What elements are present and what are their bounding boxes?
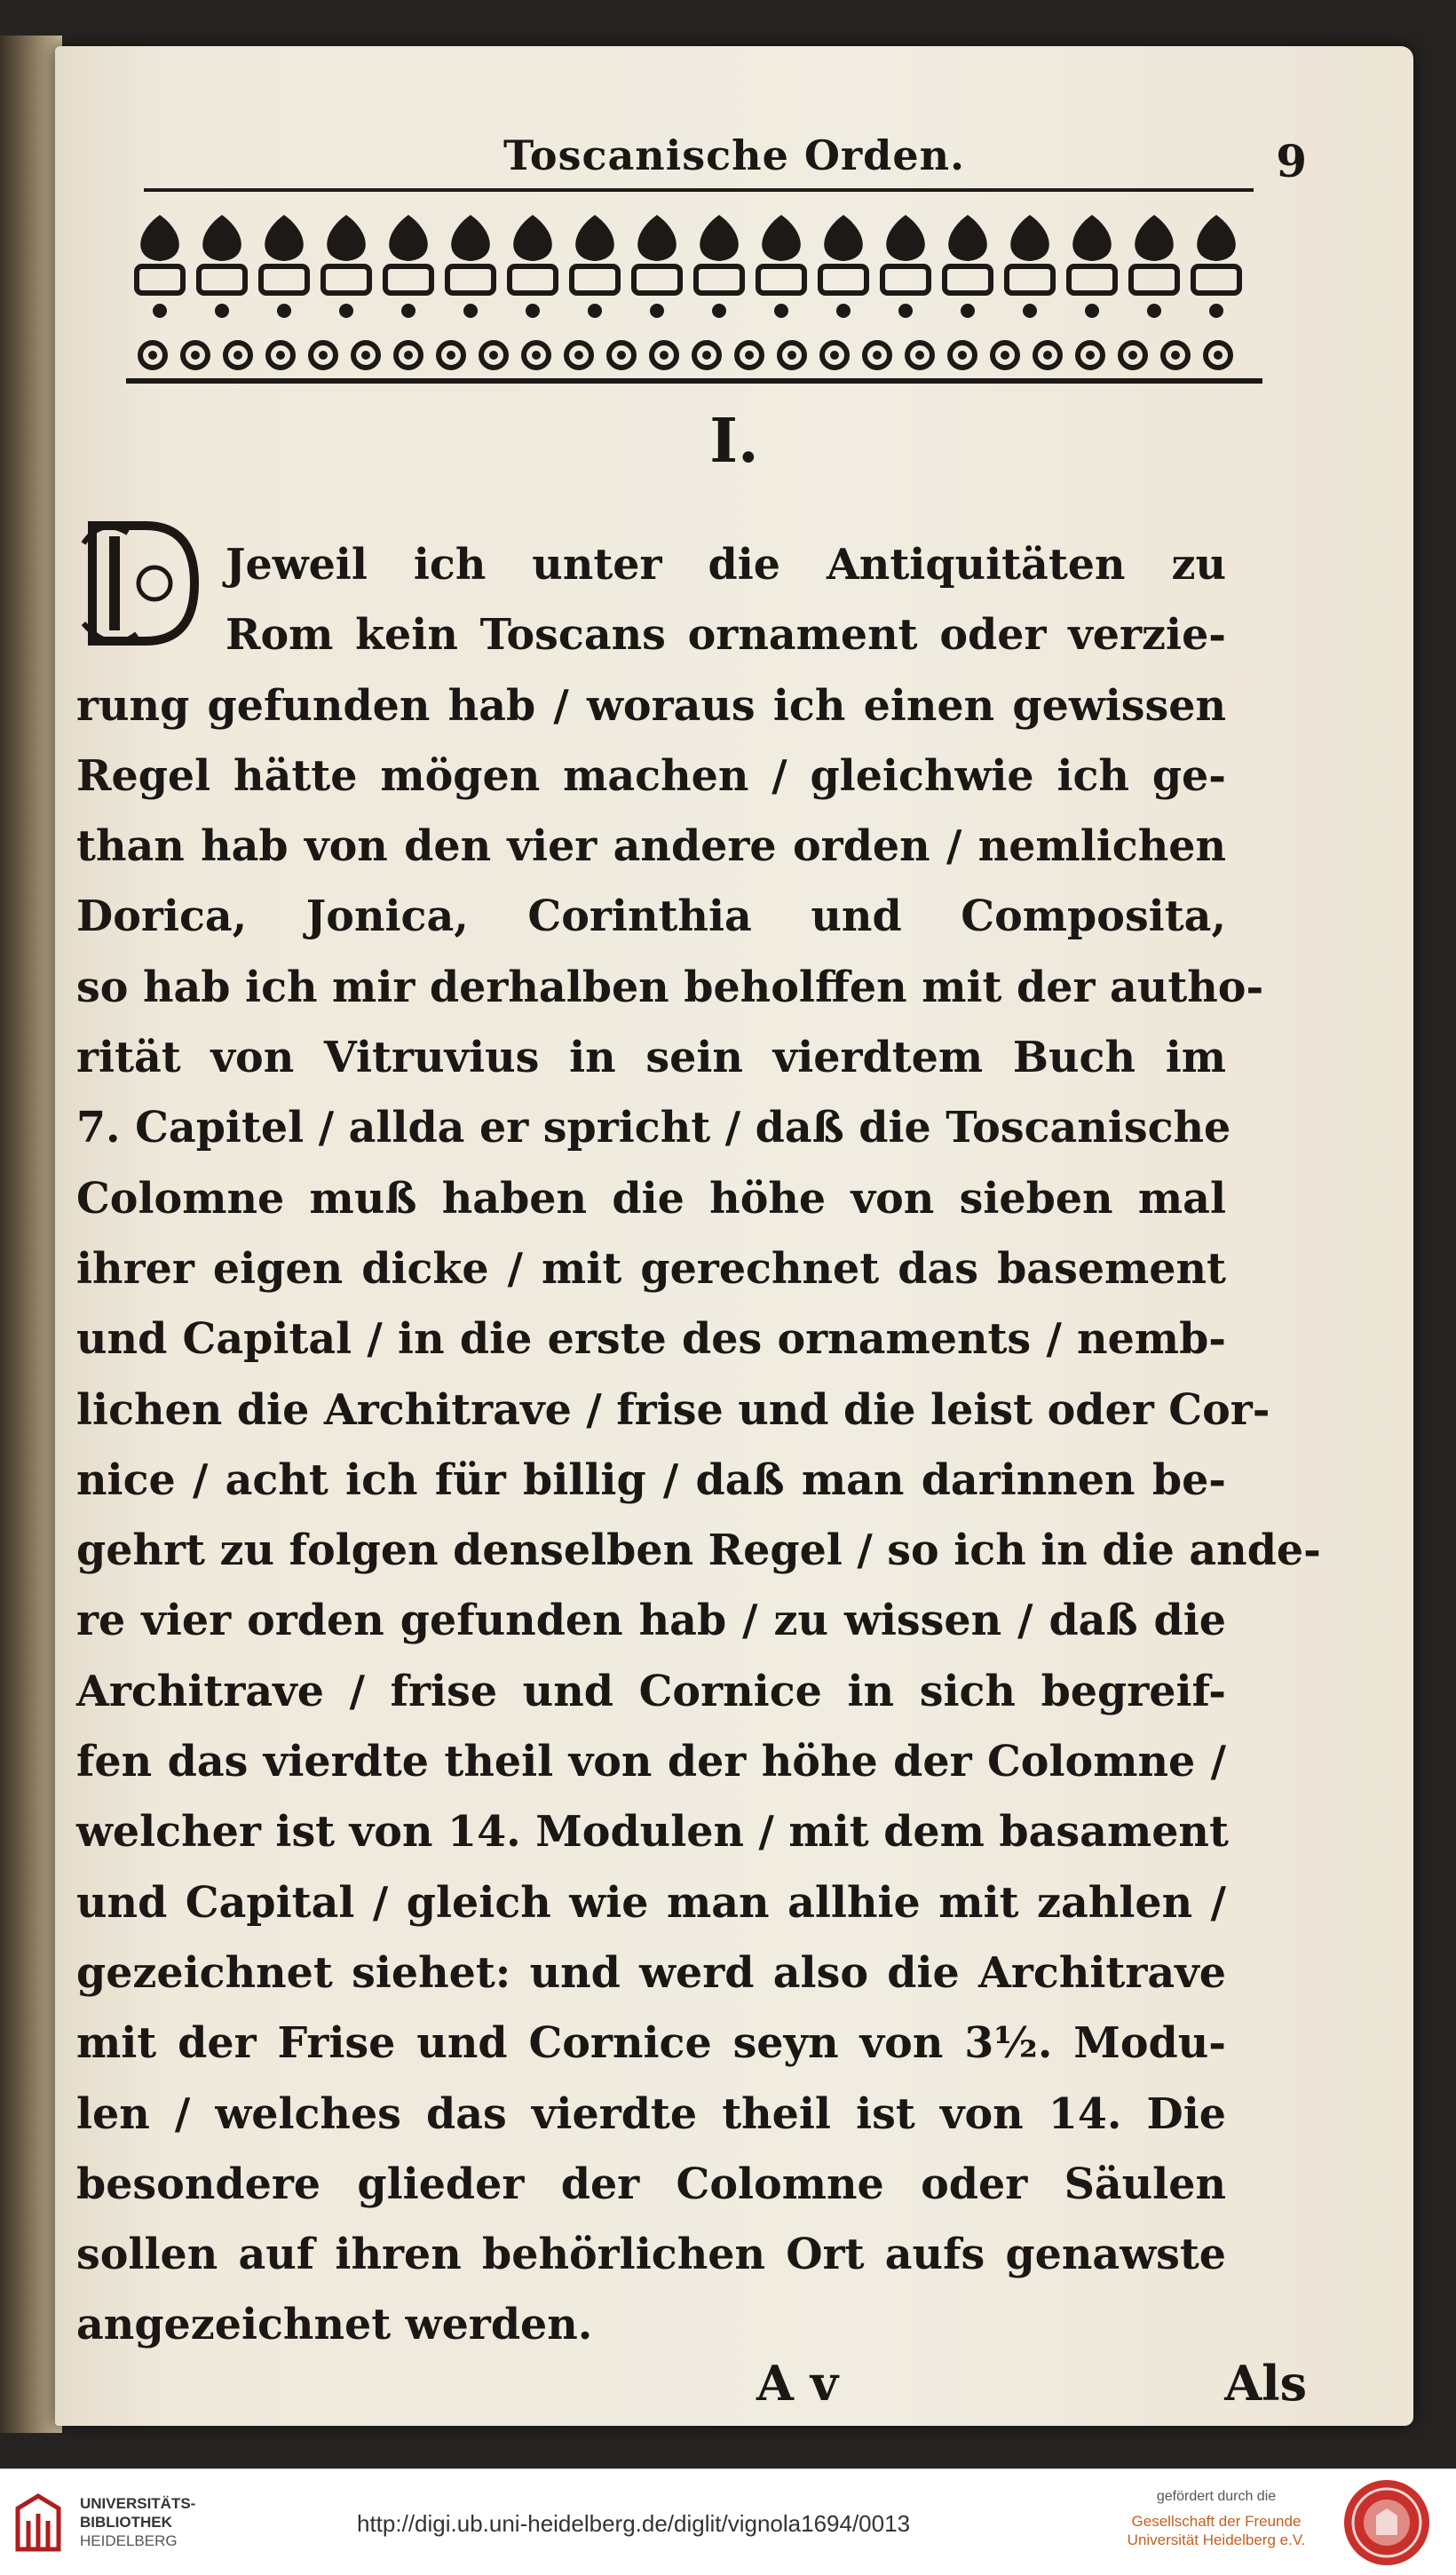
text-line: und Capital / gleich wie man allhie mit zahlen / <box>76 1877 1226 1928</box>
text-line: Architrave / frise und Cornice in sich begreif- <box>76 1666 1226 1716</box>
permalink-url[interactable]: http://digi.ub.uni-heidelberg.de/diglit/vignola1694/0013 <box>357 2510 911 2537</box>
text-line: than hab von den vier andere orden / nemlichen <box>76 821 1226 872</box>
text-line: 7. Capitel / allda er spricht / daß die Toscanische <box>76 1103 1231 1153</box>
text-line: welcher ist von 14. Modulen / mit dem basament <box>76 1807 1229 1858</box>
catchword: Als <box>1224 2355 1307 2412</box>
header-rule <box>144 188 1254 192</box>
viewer-footer <box>0 2468 1456 2575</box>
library-logo-icon[interactable] <box>12 2491 64 2555</box>
text-line: gezeichnet siehet: und werd also die Architrave <box>76 1947 1226 1998</box>
text-line: Rom kein Toscans ornament oder verzie- <box>226 610 1226 661</box>
running-head: Toscanische Orden. <box>502 131 966 179</box>
library-name: UNIVERSITÄTS- BIBLIOTHEK HEIDELBERG <box>80 2495 196 2549</box>
text-line: und Capital / in die erste des ornaments / nemb- <box>76 1314 1226 1365</box>
page-number: 9 <box>1276 135 1307 187</box>
text-line: nice / acht ich für billig / daß man darinnen be- <box>76 1454 1226 1505</box>
chapter-number: I. <box>709 406 759 477</box>
text-line: sollen auf ihren behörlichen Ort aufs genawste <box>76 2230 1226 2280</box>
text-line: lichen die Architrave / frise und die leist oder Cor- <box>76 1384 1270 1435</box>
university-seal-icon[interactable] <box>1341 2476 1433 2569</box>
text-line: fen das vierdte theil von der höhe der Colomne / <box>76 1737 1226 1787</box>
book-edge <box>0 36 62 2433</box>
text-line: len / welches das vierdte theil ist von 14. Die <box>76 2088 1226 2139</box>
text-line: re vier orden gefunden hab / zu wissen / daß die <box>76 1596 1226 1646</box>
text-line: so hab ich mir derhalben beholffen mit der autho- <box>76 962 1264 1012</box>
text-line: angezeichnet werden. <box>76 2300 593 2350</box>
text-line: Regel hätte mögen machen / gleichwie ich ge- <box>76 750 1226 801</box>
text-line: rität von Vitruvius in sein vierdtem Buch im <box>76 1033 1226 1083</box>
text-line: Jeweil ich unter die Antiquitäten zu <box>226 540 1226 590</box>
text-line: Dorica, Jonica, Corinthia und Composita, <box>76 891 1226 942</box>
book-page <box>55 46 1413 2426</box>
text-line: rung gefunden hab / woraus ich einen gewissen <box>76 680 1226 731</box>
text-line: mit der Frise und Cornice seyn von 3½. Modu- <box>76 2018 1226 2069</box>
sponsor-credit: gefördert durch die Gesellschaft der Freunde Universität Heidelberg e.V. <box>1127 2489 1306 2548</box>
text-line: ihrer eigen dicke / mit gerechnet das basement <box>76 1243 1226 1294</box>
catchword-line <box>756 2355 1307 2412</box>
text-line: gehrt zu folgen denselben Regel / so ich in die ande- <box>76 1525 1321 1576</box>
ornamental-headpiece <box>126 206 1262 401</box>
body-text <box>76 530 1321 2361</box>
text-line: Colomne muß haben die höhe von sieben mal <box>76 1173 1226 1224</box>
text-line: besondere glieder der Colomne oder Säulen <box>76 2159 1226 2209</box>
signature-mark: A v <box>756 2355 839 2412</box>
